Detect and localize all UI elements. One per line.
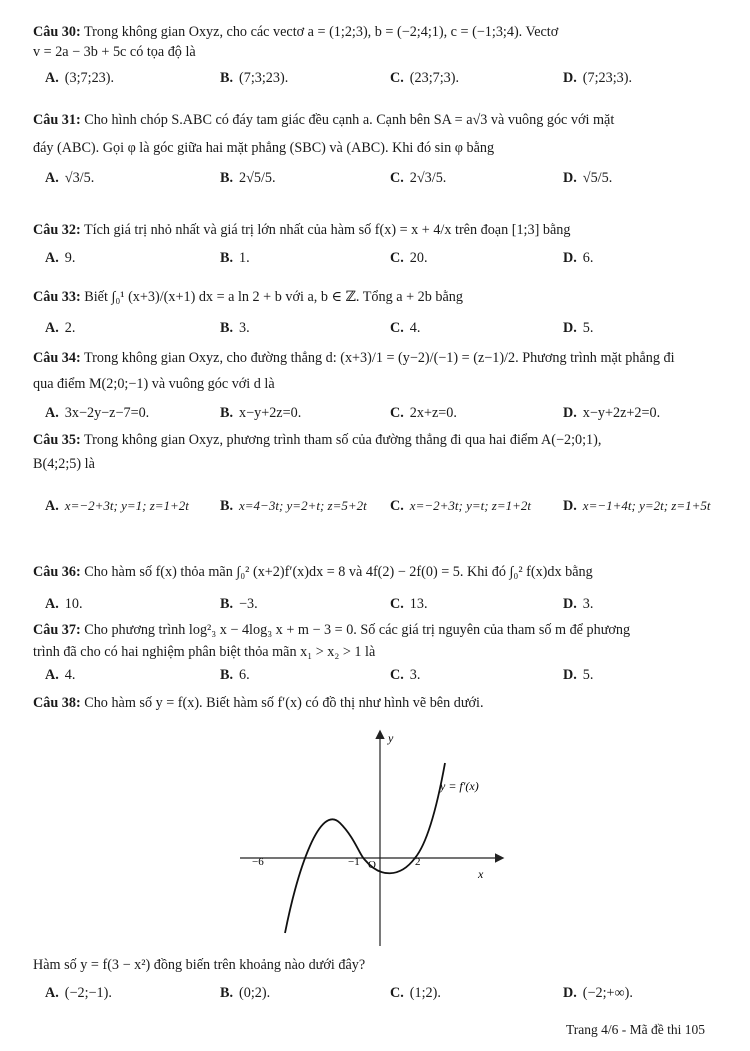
q31-option-c[interactable]: C. 2√3/5. — [390, 170, 447, 186]
q34-options — [45, 405, 735, 427]
question-37 — [33, 620, 730, 662]
q37-option-c[interactable]: C. 3. — [390, 667, 421, 683]
q34-label: Câu 34: — [33, 350, 81, 366]
q30-text-line2: v = 2a − 3b + 5c có tọa độ là — [33, 44, 196, 60]
q38-text-line2: Hàm số y = f(3 − x²) đồng biến trên khoảng nào dưới đây? — [33, 957, 366, 973]
y-axis-label: y — [388, 731, 394, 745]
tick-neg1: −1 — [348, 856, 360, 868]
q34-option-a[interactable]: A. 3x−2y−z−7=0. — [45, 405, 150, 421]
q37-option-b[interactable]: B. 6. — [220, 667, 250, 683]
tick-2: 2 — [415, 856, 421, 868]
derivative-curve — [285, 763, 445, 933]
question-38-continued — [33, 955, 730, 975]
derivative-graph — [240, 728, 510, 948]
question-34 — [33, 348, 730, 394]
q35-option-c[interactable]: C. x=−2+3t; y=t; z=1+2t — [390, 498, 532, 514]
q32-text-line1: Tích giá trị nhỏ nhất và giá trị lớn nhất của hàm số f(x) = x + 4/x trên đoạn [1;3] bằng — [84, 222, 571, 238]
q35-text-line2: B(4;2;5) là — [33, 456, 95, 472]
q30-options — [45, 70, 735, 92]
q36-options — [45, 596, 735, 618]
q37-text-line2: trình đã cho có hai nghiệm phân biệt thỏa mãn x₁ > x₂ > 1 là — [33, 644, 376, 660]
q38-option-a[interactable]: A. (−2;−1). — [45, 985, 112, 1001]
q36-option-a[interactable]: A. 10. — [45, 596, 83, 612]
q36-label: Câu 36: — [33, 564, 81, 580]
q35-label: Câu 35: — [33, 432, 81, 448]
question-36 — [33, 562, 730, 582]
q35-option-b[interactable]: B. x=4−3t; y=2+t; z=5+2t — [220, 498, 367, 514]
q37-options — [45, 667, 735, 689]
q36-option-c[interactable]: C. 13. — [390, 596, 428, 612]
q33-option-d[interactable]: D. 5. — [563, 320, 594, 336]
q30-label: Câu 30: — [33, 24, 81, 40]
q32-label: Câu 32: — [33, 222, 81, 238]
q37-option-a[interactable]: A. 4. — [45, 667, 76, 683]
q35-option-a[interactable]: A. x=−2+3t; y=1; z=1+2t — [45, 498, 189, 514]
question-33 — [33, 287, 730, 307]
question-31 — [33, 110, 730, 158]
q38-text-line1: Cho hàm số y = f(x). Biết hàm số f′(x) có đồ thị như hình vẽ bên dưới. — [84, 695, 484, 711]
q32-options — [45, 250, 735, 272]
q38-option-c[interactable]: C. (1;2). — [390, 985, 441, 1001]
q31-option-b[interactable]: B. 2√5/5. — [220, 170, 276, 186]
q34-option-b[interactable]: B. x−y+2z=0. — [220, 405, 302, 421]
question-35 — [33, 430, 730, 474]
q30-text-line1: Trong không gian Oxyz, cho các vectơ a = (1;2;3), b = (−2;4;1), c = (−1;3;4). Vectơ — [84, 24, 559, 40]
q31-options — [45, 170, 735, 192]
q36-option-b[interactable]: B. −3. — [220, 596, 258, 612]
q31-text-line2: đáy (ABC). Gọi φ là góc giữa hai mặt phẳng (SBC) và (ABC). Khi đó sin φ bằng — [33, 140, 495, 156]
q37-option-d[interactable]: D. 5. — [563, 667, 594, 683]
origin-label: O — [368, 859, 376, 871]
q33-options — [45, 320, 735, 342]
q32-option-a[interactable]: A. 9. — [45, 250, 76, 266]
q30-option-c[interactable]: C. (23;7;3). — [390, 70, 460, 86]
q31-text-line1: Cho hình chóp S.ABC có đáy tam giác đều cạnh a. Cạnh bên SA = a√3 và vuông góc với mặt — [84, 112, 615, 128]
q30-option-b[interactable]: B. (7;3;23). — [220, 70, 289, 86]
q34-option-c[interactable]: C. 2x+z=0. — [390, 405, 457, 421]
q32-option-d[interactable]: D. 6. — [563, 250, 594, 266]
q38-options — [45, 985, 735, 1007]
q37-label: Câu 37: — [33, 622, 81, 638]
q37-text-line1: Cho phương trình log²₃ x − 4log₃ x + m − 3 = 0. Số các giá trị nguyên của tham số m để phương — [84, 622, 631, 638]
q38-option-b[interactable]: B. (0;2). — [220, 985, 271, 1001]
q38-option-d[interactable]: D. (−2;+∞). — [563, 985, 633, 1001]
q33-option-b[interactable]: B. 3. — [220, 320, 250, 336]
q31-label: Câu 31: — [33, 112, 81, 128]
q30-option-d[interactable]: D. (7;23;3). — [563, 70, 633, 86]
q36-option-d[interactable]: D. 3. — [563, 596, 594, 612]
curve-label: y = f′(x) — [440, 779, 479, 793]
x-axis-label: x — [478, 867, 484, 881]
q34-text-line2: qua điểm M(2;0;−1) và vuông góc với d là — [33, 376, 275, 392]
question-30 — [33, 22, 730, 62]
q31-option-d[interactable]: D. √5/5. — [563, 170, 613, 186]
page-footer: Trang 4/6 - Mã đề thi 105 — [566, 1022, 705, 1037]
question-32 — [33, 220, 730, 240]
q33-option-a[interactable]: A. 2. — [45, 320, 76, 336]
q35-text-line1: Trong không gian Oxyz, phương trình tham số của đường thẳng đi qua hai điểm A(−2;0;1), — [84, 432, 602, 448]
q34-option-d[interactable]: D. x−y+2z+2=0. — [563, 405, 661, 421]
q31-option-a[interactable]: A. √3/5. — [45, 170, 95, 186]
q30-option-a[interactable]: A. (3;7;23). — [45, 70, 115, 86]
q35-options — [45, 478, 735, 548]
q38-label: Câu 38: — [33, 695, 81, 711]
q36-text-line1: Cho hàm số f(x) thỏa mãn ∫₀² (x+2)f′(x)dx = 8 và 4f(2) − 2f(0) = 5. Khi đó ∫₀² f(x)dx bằng — [84, 564, 593, 580]
q33-option-c[interactable]: C. 4. — [390, 320, 421, 336]
q34-text-line1: Trong không gian Oxyz, cho đường thẳng d: (x+3)/1 = (y−2)/(−1) = (z−1)/2. Phương trình mặt phẳng đi — [84, 350, 675, 366]
q33-text-line1: Biết ∫₀¹ (x+3)/(x+1) dx = a ln 2 + b với a, b ∈ ℤ. Tổng a + 2b bằng — [84, 289, 463, 305]
q35-option-d[interactable]: D. x=−1+4t; y=2t; z=1+5t — [563, 498, 711, 514]
q32-option-c[interactable]: C. 20. — [390, 250, 428, 266]
q32-option-b[interactable]: B. 1. — [220, 250, 250, 266]
tick-neg6: −6 — [252, 856, 264, 868]
question-38 — [33, 693, 730, 713]
q33-label: Câu 33: — [33, 289, 81, 305]
